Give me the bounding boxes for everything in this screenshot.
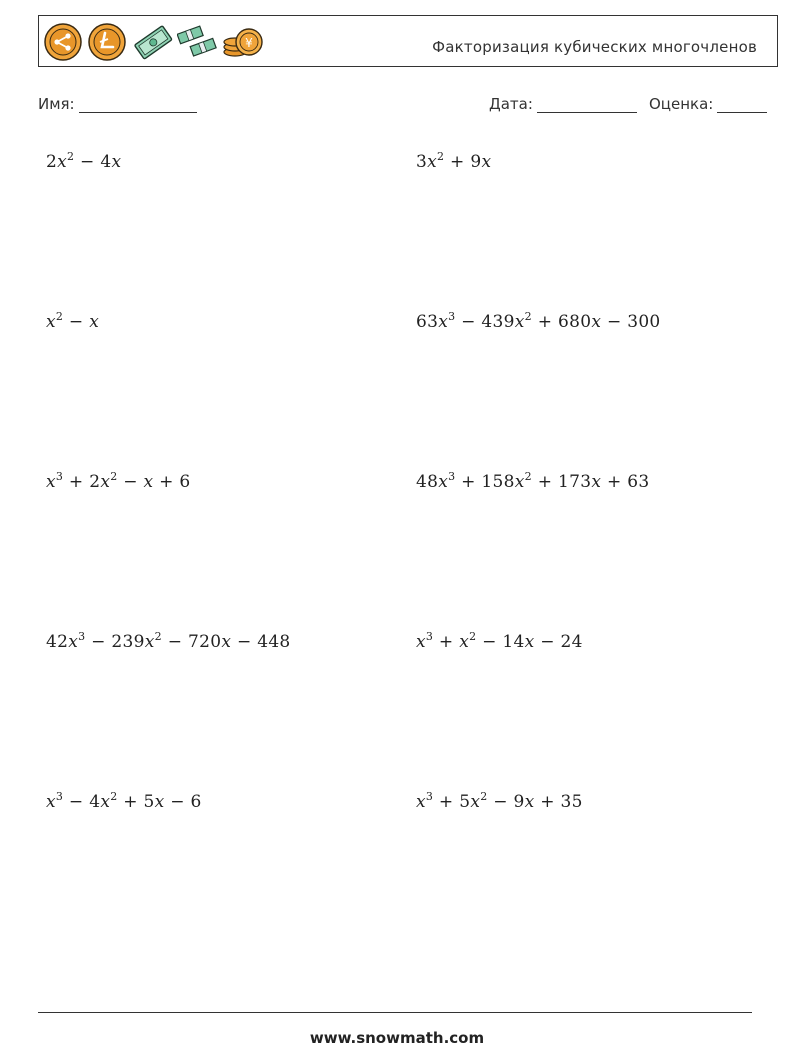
litecoin-icon [87, 22, 127, 66]
problem-6: $48x^3 + 158x^2 + 173x + 63$ [416, 470, 650, 492]
footer-divider [38, 1012, 752, 1013]
share-coin-icon [43, 22, 83, 66]
problem-2: $3x^2 + 9x$ [416, 150, 492, 172]
name-blank-line[interactable] [79, 98, 197, 113]
worksheet-title: Факторизация кубических многочленов [432, 38, 757, 56]
grade-field[interactable] [649, 95, 767, 113]
problem-3: $x^2 - x$ [46, 310, 100, 332]
worksheet-header [38, 15, 778, 67]
problem-5: $x^3 + 2x^2 - x + 6$ [46, 470, 191, 492]
date-label: Дата: [489, 95, 533, 113]
yen-coins-icon [221, 22, 265, 66]
name-field[interactable] [38, 95, 197, 113]
problem-1: $2x^2 - 4x$ [46, 150, 122, 172]
svg-text:¥: ¥ [245, 36, 253, 50]
date-blank-line[interactable] [537, 98, 637, 113]
grade-blank-line[interactable] [717, 98, 767, 113]
banknote-icon [133, 22, 173, 66]
problem-7: $42x^3 - 239x^2 - 720x - 448$ [46, 630, 291, 652]
cash-bundle-icon [177, 22, 217, 66]
name-label: Имя: [38, 95, 75, 113]
problem-4: $63x^3 - 439x^2 + 680x - 300$ [416, 310, 661, 332]
problem-9: $x^3 - 4x^2 + 5x - 6$ [46, 790, 202, 812]
grade-label: Оценка: [649, 95, 714, 113]
problem-8: $x^3 + x^2 - 14x - 24$ [416, 630, 583, 652]
problem-10: $x^3 + 5x^2 - 9x + 35$ [416, 790, 583, 812]
footer-url[interactable]: www.snowmath.com [309, 1029, 485, 1047]
date-field[interactable] [489, 95, 637, 113]
